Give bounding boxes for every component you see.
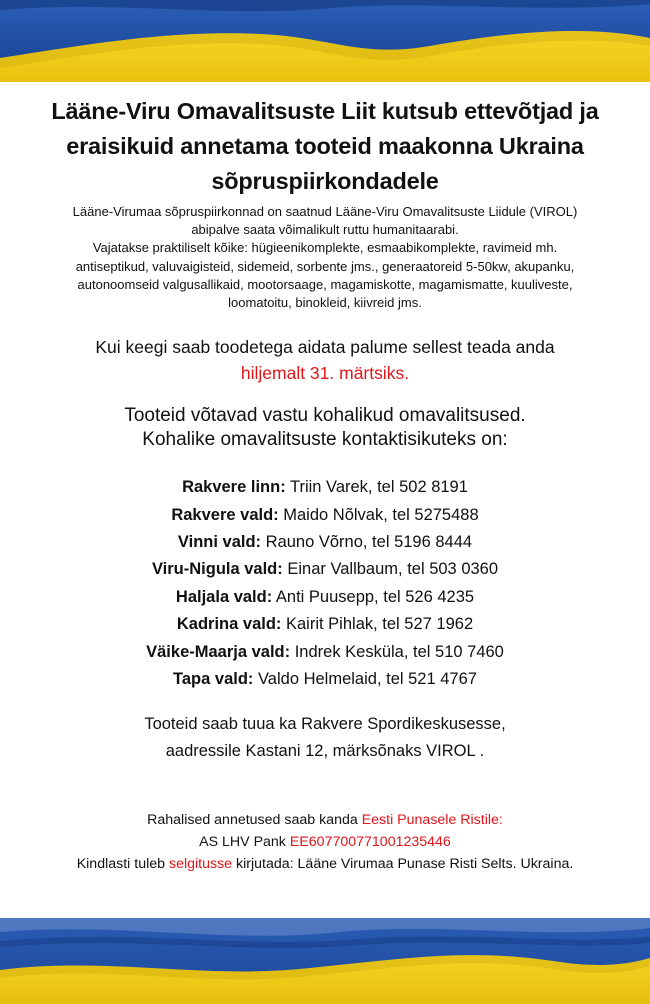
contact-person: Anti Puusepp, tel 526 4235: [275, 587, 475, 606]
intro-line: autonoomseid valgusallikaid, mootorsaage, magamiskotte, magamismatte, kuuliveste,: [77, 276, 573, 292]
bank-name: AS LHV Pank: [199, 834, 286, 851]
contact-person: Einar Vallbaum, tel 503 0360: [287, 560, 499, 579]
receivers-info: [10, 404, 640, 452]
contact-item: [0, 529, 650, 556]
page-title: Lääne-Viru Omavalitsuste Liit kutsub ettevõtjad ja eraisikuid annetama tooteid maakonna Ukraina sõpruspiirkondadele: [51, 98, 599, 194]
deadline-text: hiljemalt 31. märtsiks.: [240, 363, 410, 384]
delivery-line: Tooteid saab tuua ka Rakvere Spordikeskusesse,: [144, 715, 506, 734]
intro-line: loomatoitu, binokleid, kiivreid jms.: [228, 295, 422, 311]
receivers-line: Kohalike omavalitsuste kontaktisikuteks on:: [142, 429, 508, 451]
iban-number: EE607700771001235446: [289, 834, 451, 851]
donation-text: Rahalised annetused saab kanda: [147, 812, 358, 829]
contact-person: Triin Varek, tel 502 8191: [289, 478, 468, 497]
contact-person: Indrek Kesküla, tel 510 7460: [294, 642, 504, 661]
contact-area: Rakvere vald:: [171, 505, 279, 524]
red-cross-name: Eesti Punasele Ristile:: [361, 812, 503, 829]
contact-area: Haljala vald:: [175, 587, 273, 606]
contact-area: Viru-Nigula vald:: [151, 560, 283, 579]
receivers-line: Tooteid võtavad vastu kohalikud omavalitsused.: [124, 405, 526, 427]
help-request: [10, 334, 640, 386]
intro-line: antiseptikud, valuvaigisteid, sidemeid, sorbente jms., generaatoreid 5-50kw, akupanku,: [75, 258, 575, 274]
contact-area: Kadrina vald:: [176, 615, 282, 634]
delivery-line: aadressile Kastani 12, märksõnaks VIROL .: [165, 742, 485, 761]
contact-item: [0, 666, 650, 693]
intro-line: abipalve saata võimalikult ruttu humanitaarabi.: [191, 222, 459, 238]
contact-person: Maido Nõlvak, tel 5275488: [283, 505, 479, 524]
contact-item: [0, 611, 650, 638]
contact-list: [0, 474, 650, 693]
explanation-post: kirjutada: Lääne Virumaa Punase Risti Selts. Ukraina.: [236, 856, 574, 873]
contact-item: [0, 474, 650, 501]
contact-item: [0, 556, 650, 583]
contact-person: Rauno Võrno, tel 5196 8444: [265, 533, 473, 552]
contact-area: Väike-Maarja vald:: [146, 642, 291, 661]
intro-paragraph: [6, 203, 644, 312]
donation-info: [8, 809, 642, 875]
contact-area: Rakvere linn:: [182, 478, 286, 497]
help-request-text: Kui keegi saab toodetega aidata palume sellest teada anda: [95, 337, 555, 358]
ukraine-flag-banner-bottom: [0, 918, 650, 1004]
contact-item: [0, 502, 650, 529]
intro-line: Vajatakse praktiliselt kõike: hügieenikomplekte, esmaabikomplekte, ravimeid mh.: [92, 240, 558, 256]
announcement-content: [0, 82, 650, 918]
donation-line: [8, 809, 642, 831]
bank-line: [8, 831, 642, 853]
intro-line: Lääne-Virumaa sõpruspiirkonnad on saatnud Lääne-Viru Omavalitsuste Liidule (VIROL): [72, 204, 578, 219]
delivery-info: [10, 711, 640, 765]
contact-area: Vinni vald:: [177, 533, 262, 552]
explanation-keyword: selgitusse: [168, 856, 233, 873]
ukraine-flag-banner-top: [0, 0, 650, 82]
explanation-pre: Kindlasti tuleb: [76, 856, 166, 873]
contact-area: Tapa vald:: [173, 670, 254, 689]
contact-person: Kairit Pihlak, tel 527 1962: [286, 615, 474, 634]
contact-item: [0, 584, 650, 611]
explanation-line: [8, 853, 642, 875]
contact-item: [0, 639, 650, 666]
contact-person: Valdo Helmelaid, tel 521 4767: [258, 670, 477, 689]
